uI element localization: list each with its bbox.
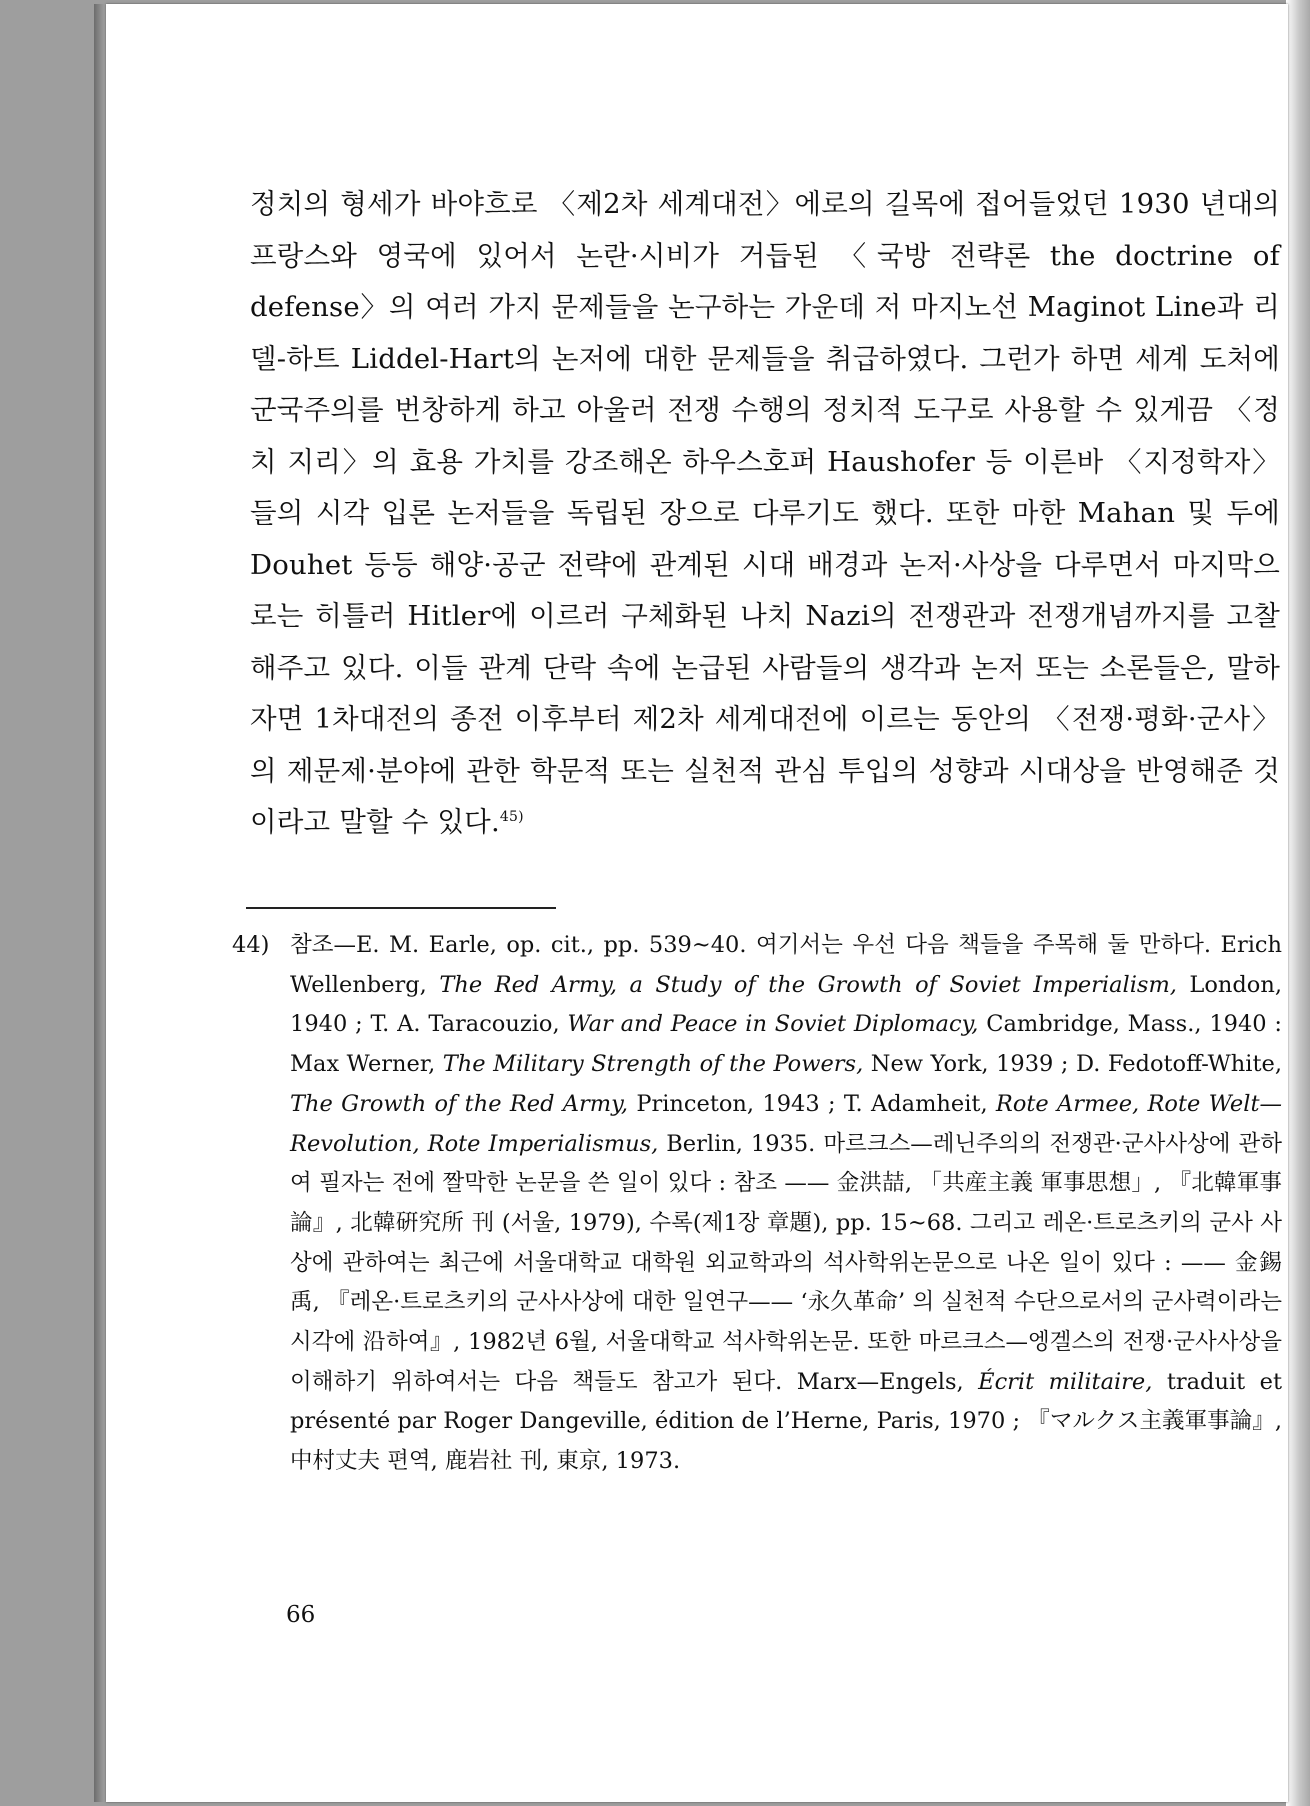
book-title: Rote Armee, Rote Welt—Revolution, Rote Imperialismus,	[290, 1090, 1282, 1157]
body-text: 정치의 형세가 바야흐로 〈제2차 세계대전〉에로의 길목에 접어들었던 1930 년대의 프랑스와 영국에 있어서 논란·시비가 거듭된 〈국방 전략론 the doctrine of defense〉의 여러 가지 문제들을 논구하는 가운데 저 마지노선 Maginot Line과 리델-하트 Liddel-Hart의 논저에 대한 문제들을 취급하였다. 그런가 하면 세계 도처에 군국주의를 번창하게 하고 아울러 전쟁 수행의 정치적 도구로 사용할 수 있게끔 〈정치 지리〉의 효용 가치를 강조해온 하우스호퍼 Haushofer 등 이른바 〈지정학자〉들의 시각 입론 논저들을 독립된 장으로 다루기도 했다. 또한 마한 Mahan 및 두에 Douhet 등등 해양·공군 전략에 관계된 시대 배경과 논저·사상을 다루면서 마지막으로는 히틀러 Hitler에 이르러 구체화된 나치 Nazi의 전쟁관과 전쟁개념까지를 고찰해주고 있다. 이들 관계 단락 속에 논급된 사람들의 생각과 논저 또는 소론들은, 말하자면 1차대전의 종전 이후부터 제2차 세계대전에 이르는 동안의 〈전쟁·평화·군사〉의 제문제·분야에 관한 학문적 또는 실천적 관심 투입의 성향과 시대상을 반영해준 것이라고 말할 수 있다.	[250, 188, 1280, 838]
book-title: Écrit militaire,	[978, 1368, 1153, 1395]
footnote-44	[232, 926, 1282, 1482]
footnote-segment: traduit et présenté par Roger Dangeville, édition de l’Herne, Paris, 1970 ; 『マルクス主義軍事論』, 中村丈夫 편역, 鹿岩社 刊, 東京, 1973.	[290, 1368, 1282, 1475]
page-number: 66	[286, 1602, 316, 1628]
footnote-segment: Princeton, 1943 ; T. Adamheit,	[628, 1090, 996, 1117]
footnote-text	[290, 926, 1282, 1482]
footnote-divider	[246, 907, 556, 909]
footnote-number: 44)	[232, 932, 270, 958]
body-paragraph	[250, 179, 1280, 849]
book-title: The Red Army, a Study of the Growth of Soviet Imperialism,	[439, 971, 1177, 998]
book-title: The Growth of the Red Army,	[290, 1090, 629, 1117]
footnote-segment: Cambridge, Mass., 1940 : Max Werner,	[290, 1011, 1283, 1078]
page-curl-edge	[1286, 0, 1310, 1806]
footnote-reference: 45)	[499, 808, 524, 825]
footnote-segment: 참조—E. M. Earle, op. cit., pp. 539~40. 여기서는 우선 다음 책들을 주목해 둘 만하다. Erich Wellenberg,	[290, 932, 1282, 998]
book-title: War and Peace in Soviet Diplomacy,	[567, 1011, 979, 1038]
footnote-segment: Berlin, 1935. 마르크스—레닌주의의 전쟁관·군사사상에 관하여 필자는 전에 짤막한 논문을 쓴 일이 있다 : 참조 —— 金洪喆, 「共産主義 軍事思想」, 『北韓軍事論』, 北韓硏究所 刊 (서울, 1979), 수록(제1장 章題), pp. 15~68. 그리고 레온·트로츠키의 군사 사상에 관하여는 최근에 서울대학교 대학원 외교학과의 석사학위논문으로 나온 일이 있다 : —— 金錫禹, 『레온·트로츠키의 군사사상에 대한 일연구—— ‘永久革命’ 의 실천적 수단으로서의 군사력이라는 시각에 沿하여』, 1982년 6월, 서울대학교 석사학위논문. 또한 마르크스—엥겔스의 전쟁·군사사상을 이해하기 위하여서는 다음 책들도 참고가 된다. Marx—Engels,	[290, 1130, 1282, 1395]
footnotes	[232, 926, 1282, 1482]
footnote-segment: London, 1940 ; T. A. Taracouzio,	[290, 971, 1282, 1038]
footnote-segment: New York, 1939 ; D. Fedotoff-White,	[863, 1051, 1282, 1078]
book-title: The Military Strength of the Powers,	[442, 1051, 864, 1078]
book-page	[106, 4, 1288, 1802]
